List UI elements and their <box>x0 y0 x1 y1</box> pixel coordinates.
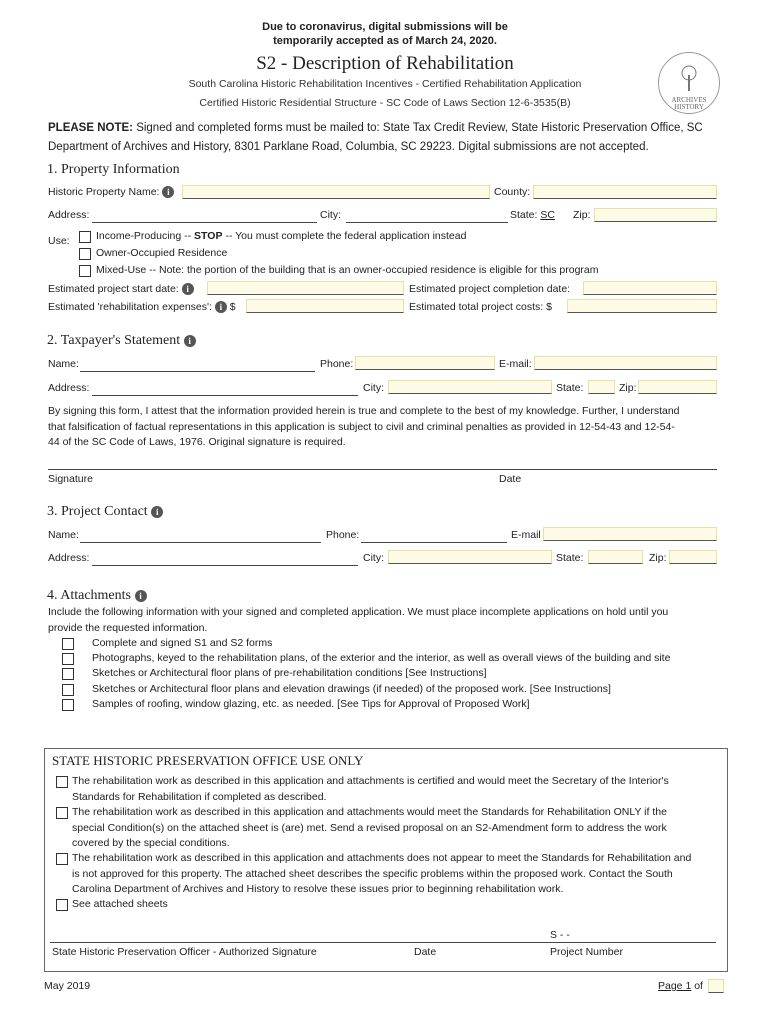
banner-line-1: Due to coronavirus, digital submissions will be <box>262 21 508 33</box>
office-attached-label: See attached sheets <box>72 898 168 910</box>
officer-signature-label: State Historic Preservation Officer - Authorized Signature <box>52 946 317 958</box>
signature-line[interactable] <box>48 469 717 470</box>
attachment-checkbox[interactable] <box>62 638 74 650</box>
seal-text: ARCHIVES HISTORY <box>671 96 707 111</box>
taxpayer-zip-label: Zip: <box>619 382 637 394</box>
signature-label: Signature <box>48 473 93 485</box>
use-owner-checkbox[interactable] <box>79 248 91 260</box>
total-costs-field[interactable] <box>567 299 717 313</box>
section-3-title: 3. Project Contact i <box>47 504 163 520</box>
info-icon: i <box>184 335 196 347</box>
contact-address-label: Address: <box>48 552 90 564</box>
start-date-label: Estimated project start date: i <box>48 283 194 295</box>
office-attached-checkbox[interactable] <box>56 899 68 911</box>
contact-state-label: State: <box>556 552 584 564</box>
city-field[interactable] <box>346 222 508 223</box>
attachment-item: Complete and signed S1 and S2 forms <box>92 637 273 649</box>
property-name-label: Historic Property Name: i <box>48 186 174 198</box>
contact-phone-field[interactable] <box>361 542 507 543</box>
contact-email-field[interactable] <box>543 527 717 541</box>
subtitle-program: South Carolina Historic Rehabilitation Incentives - Certified Rehabilitation Application <box>188 78 582 90</box>
completion-date-label: Estimated project completion date: <box>409 283 571 295</box>
attachment-checkbox[interactable] <box>62 668 74 680</box>
taxpayer-zip-field[interactable] <box>638 380 717 394</box>
taxpayer-email-label: E-mail: <box>499 358 532 370</box>
address-field[interactable] <box>92 222 317 223</box>
attachment-item: Sketches or Architectural floor plans and elevation drawings (if needed) of the proposed work. [See Instructions] <box>92 683 611 695</box>
taxpayer-state-label: State: <box>556 382 584 394</box>
info-icon: i <box>151 506 163 518</box>
taxpayer-city-field[interactable] <box>388 380 552 394</box>
info-icon: i <box>182 283 194 295</box>
covid-banner <box>0 20 770 48</box>
office-use-title: STATE HISTORIC PRESERVATION OFFICE USE ONLY <box>52 753 364 768</box>
attachment-checkbox[interactable] <box>62 684 74 696</box>
rehab-expenses-field[interactable] <box>246 299 404 313</box>
project-number-label: Project Number <box>550 946 623 958</box>
zip-label: Zip: <box>573 209 591 221</box>
please-note: PLEASE NOTE: Signed and completed forms must be mailed to: State Tax Credit Review, State Historic Preservation Office, SC <box>48 122 703 134</box>
taxpayer-city-label: City: <box>363 382 384 394</box>
form-date: May 2019 <box>44 980 91 992</box>
use-income-label: Income-Producing -- STOP -- You must complete the federal application instead <box>96 230 467 242</box>
taxpayer-email-field[interactable] <box>534 356 717 370</box>
start-date-field[interactable] <box>207 281 404 295</box>
contact-city-field[interactable] <box>388 550 552 564</box>
contact-zip-label: Zip: <box>649 552 667 564</box>
county-field[interactable] <box>533 185 717 199</box>
office-certified-checkbox[interactable] <box>56 776 68 788</box>
contact-zip-field[interactable] <box>669 550 717 564</box>
taxpayer-name-field[interactable] <box>80 371 315 372</box>
taxpayer-name-label: Name: <box>48 358 79 370</box>
section-4-title: 4. Attachments i <box>47 588 147 604</box>
subtitle-code: Certified Historic Residential Structure - SC Code of Laws Section 12-6-3535(B) <box>199 97 571 109</box>
attachments-intro: Include the following information with your signed and completed application. We must place incomplete applications on hold until you provide the requested information. <box>48 606 669 634</box>
total-costs-label: Estimated total project costs: $ <box>409 301 552 313</box>
rehab-expenses-label: Estimated 'rehabilitation expenses': i $ <box>48 301 236 313</box>
address-label: Address: <box>48 209 90 221</box>
page-number: Page 1 of <box>658 980 703 992</box>
info-icon: i <box>162 186 174 198</box>
signature-date-label: Date <box>499 473 522 485</box>
office-conditional-checkbox[interactable] <box>56 807 68 819</box>
contact-phone-label: Phone: <box>326 529 360 541</box>
office-denied-checkbox[interactable] <box>56 853 68 865</box>
completion-date-field[interactable] <box>583 281 717 295</box>
property-name-field[interactable] <box>182 185 490 199</box>
county-label: County: <box>494 186 531 198</box>
contact-city-label: City: <box>363 552 384 564</box>
attachment-item: Photographs, keyed to the rehabilitation plans, of the exterior and the interior, as well as overall views of the building and site <box>92 652 671 664</box>
taxpayer-state-field[interactable] <box>588 380 615 394</box>
contact-state-field[interactable] <box>588 550 643 564</box>
use-mixed-label: Mixed-Use -- Note: the portion of the building that is an owner-occupied residence is eligible for this program <box>96 264 599 276</box>
use-owner-label: Owner-Occupied Residence <box>96 247 228 259</box>
officer-signature-line[interactable] <box>50 942 716 943</box>
attachment-checkbox[interactable] <box>62 699 74 711</box>
section-1-title: 1. Property Information <box>47 162 180 177</box>
attestation-text: By signing this form, I attest that the information provided herein is true and complete to the best of my knowledge. Further, I understand that falsification of factual representations in this application is subject to civil and criminal penalties as provided in 12-54-43 and 12-54- 44 of the SC Code of Laws, 1976. Original signature is required. <box>48 405 680 448</box>
city-label: City: <box>320 209 341 221</box>
use-income-checkbox[interactable] <box>79 231 91 243</box>
total-pages-field[interactable] <box>708 979 724 993</box>
state-label: State: SC <box>510 209 555 221</box>
info-icon: i <box>215 301 227 313</box>
taxpayer-phone-field[interactable] <box>355 356 495 370</box>
office-denied-text: The rehabilitation work as described in this application and attachments does not appear to meet the Standards for Rehabilitation and is not approved for this property. The attached sheet describes the specific problems within the proposed work. Contact the South Carolina Department of Archives and History to resolve these issues prior to beginning rehabilitation work. <box>72 852 692 895</box>
please-note-line2: Department of Archives and History, 8301 Parklane Road, Columbia, SC 29223. Digital submissions are not accepted. <box>48 141 649 153</box>
state-value: SC <box>540 209 555 221</box>
contact-name-label: Name: <box>48 529 79 541</box>
use-label: Use: <box>48 235 70 247</box>
contact-name-field[interactable] <box>80 542 321 543</box>
office-certified-text: The rehabilitation work as described in this application and attachments is certified and would meet the Secretary of the Interior's Standards for Rehabilitation if completed as described. <box>72 775 669 803</box>
taxpayer-phone-label: Phone: <box>320 358 354 370</box>
use-mixed-checkbox[interactable] <box>79 265 91 277</box>
info-icon: i <box>135 590 147 602</box>
contact-address-field[interactable] <box>92 565 358 566</box>
attachment-checkbox[interactable] <box>62 653 74 665</box>
project-number-value: S - - <box>550 929 570 941</box>
taxpayer-address-label: Address: <box>48 382 90 394</box>
officer-date-label: Date <box>414 946 437 958</box>
attachment-item: Samples of roofing, window glazing, etc. as needed. [See Tips for Approval of Proposed Work] <box>92 698 530 710</box>
taxpayer-address-field[interactable] <box>92 395 358 396</box>
page-title: S2 - Description of Rehabilitation <box>256 53 514 74</box>
banner-line-2: temporarily accepted as of March 24, 2020. <box>273 35 497 47</box>
zip-field[interactable] <box>594 208 717 222</box>
office-conditional-text: The rehabilitation work as described in this application and attachments would meet the Standards for Rehabilitation ONLY if the special Condition(s) on the attached sheet is (are) met. Send a revised proposal on an S2-Amendment form to address the work covered by the special conditions. <box>72 806 667 849</box>
section-2-title: 2. Taxpayer's Statement i <box>47 333 196 349</box>
contact-email-label: E-mail <box>511 529 541 541</box>
attachment-item: Sketches or Architectural floor plans of pre-rehabilitation conditions [See Instructions] <box>92 667 487 679</box>
